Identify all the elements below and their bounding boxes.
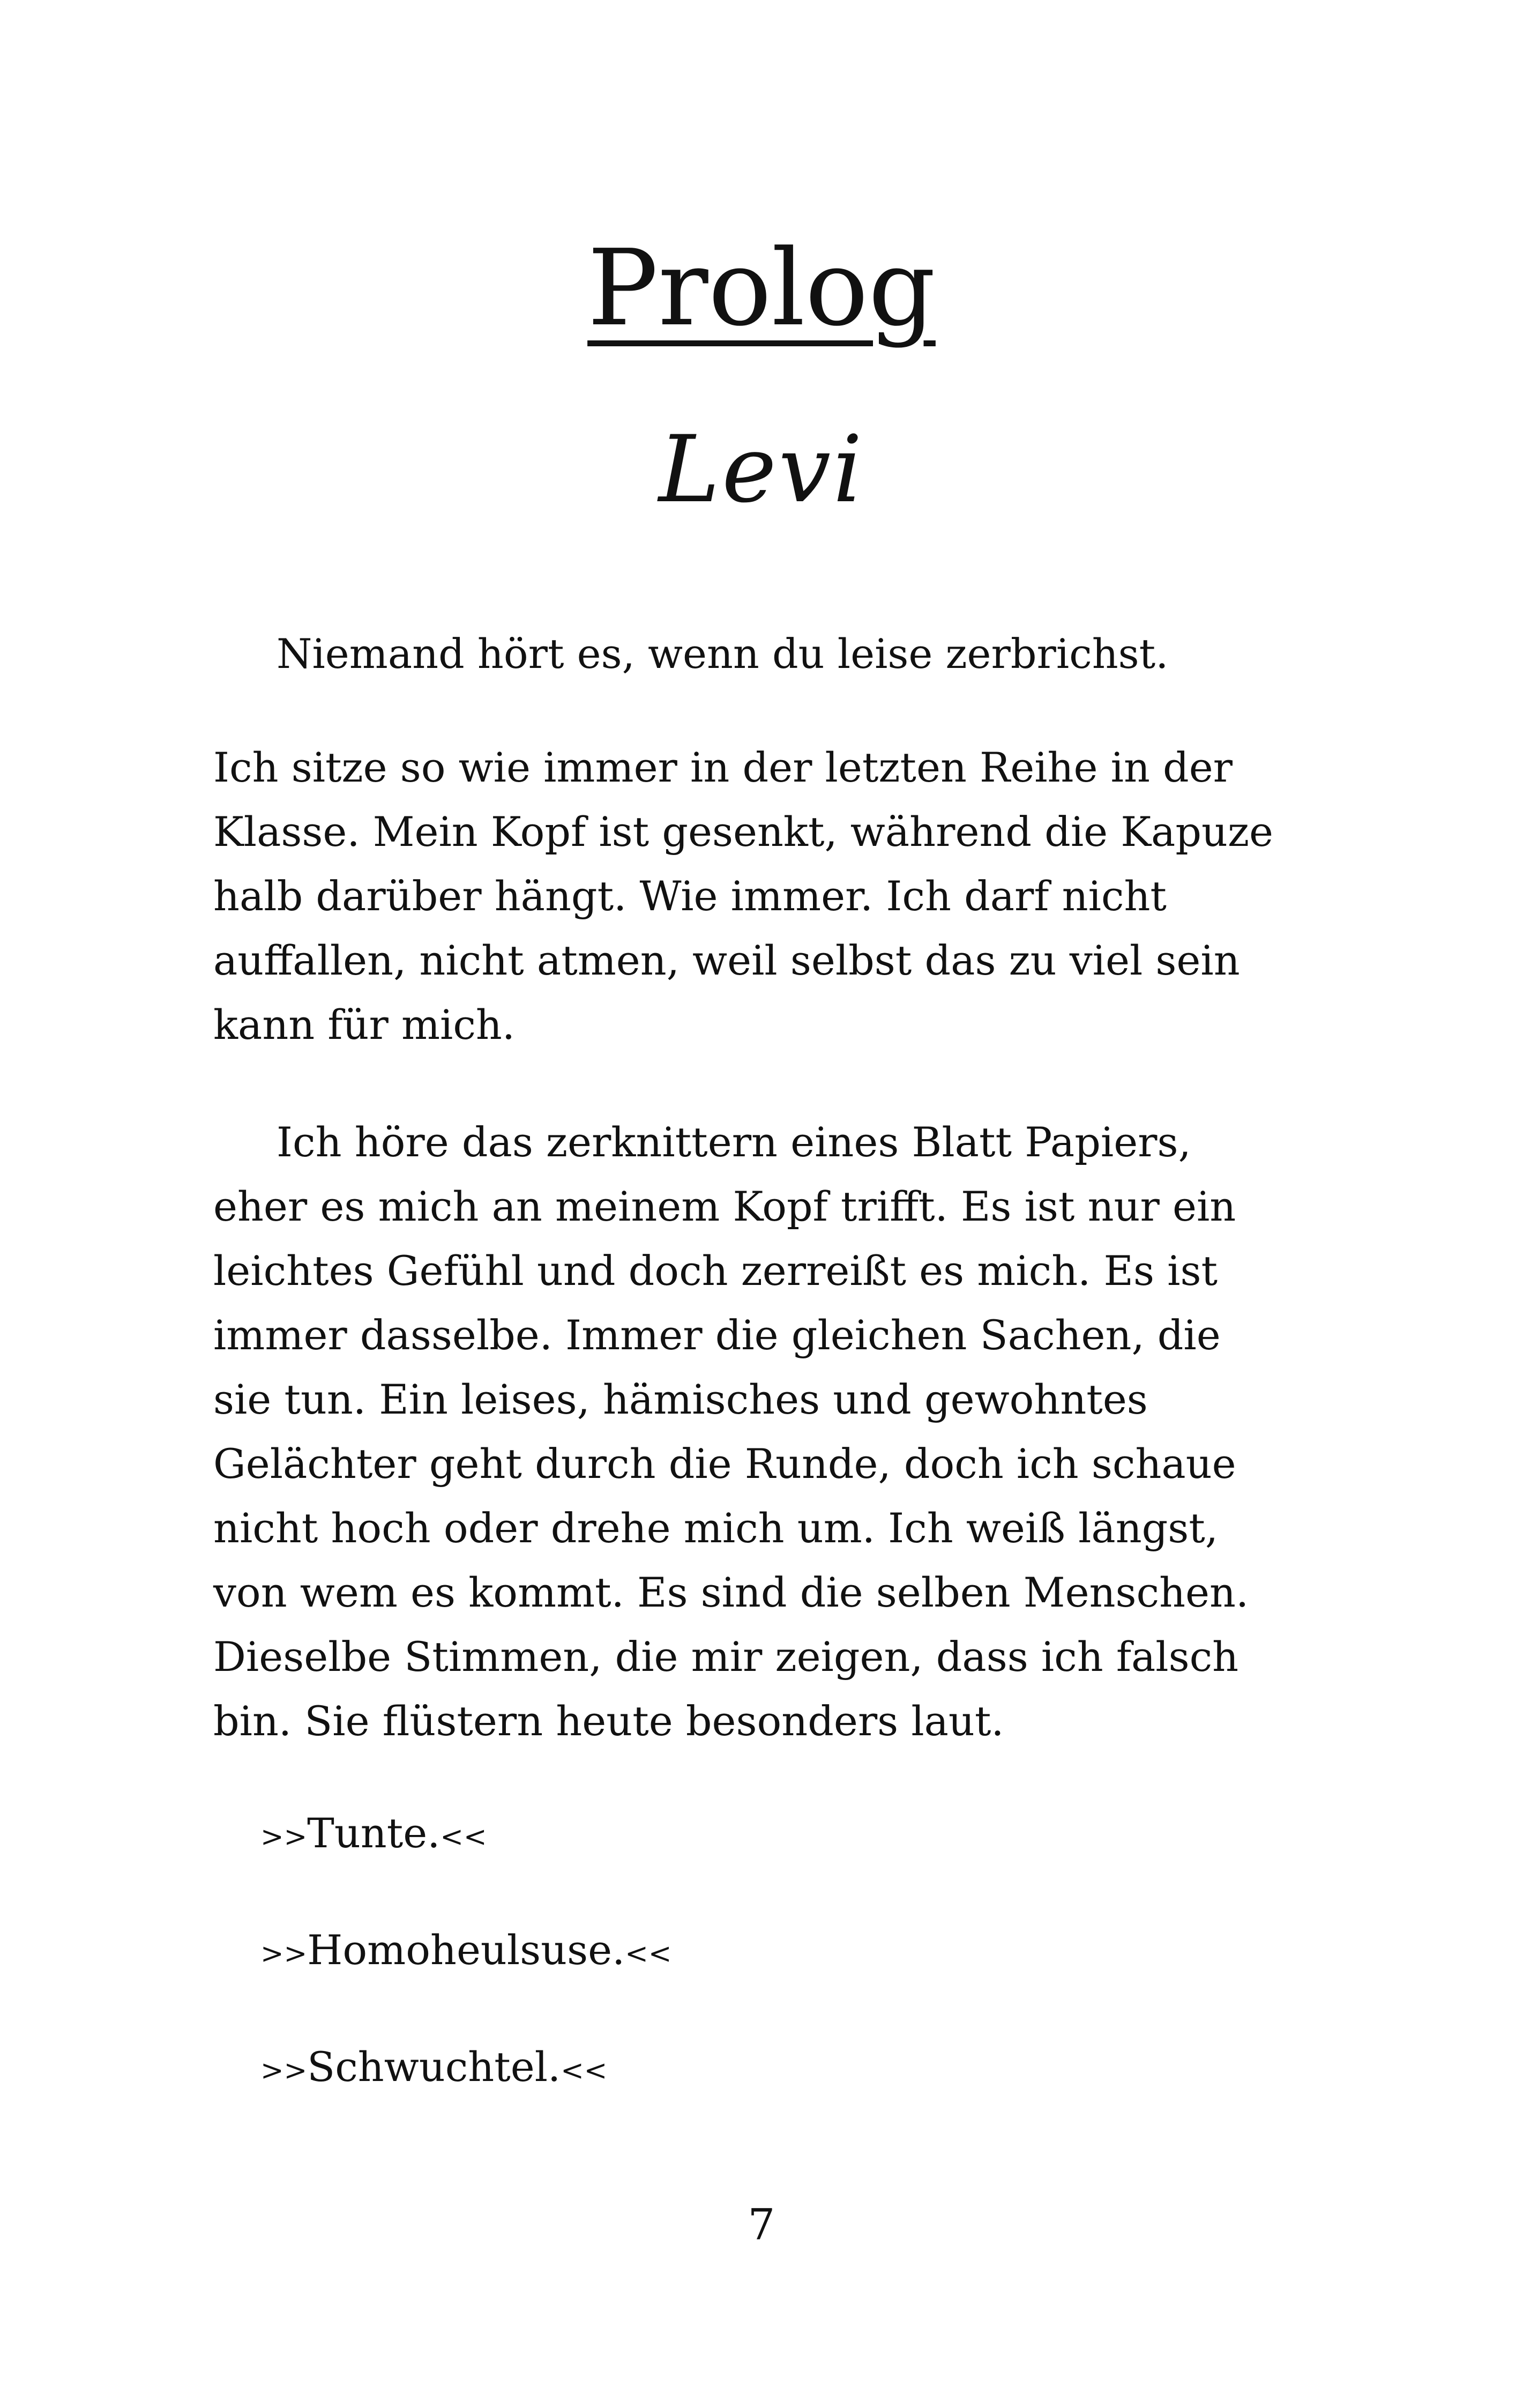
insult-word: Tunte. (307, 1809, 441, 1857)
text-line: Niemand hört es, wenn du leise zerbrichst. (277, 630, 1169, 678)
quoted-insult (260, 2035, 607, 2103)
open-quote-mark: >> (260, 1821, 308, 1853)
paragraph-1 (213, 735, 1320, 1057)
text-line: Klasse. Mein Kopf ist gesenkt, während die Kapuze (213, 808, 1273, 856)
text-line: von wem es kommt. Es sind die selben Menschen. (213, 1569, 1249, 1616)
page-number: 7 (748, 2199, 775, 2249)
text-line: Ich höre das zerknittern eines Blatt Papiers, (277, 1118, 1191, 1166)
intro-line (213, 622, 1320, 686)
text-line: sie tun. Ein leises, hämisches und gewohntes (213, 1376, 1148, 1423)
text-line: Gelächter geht durch die Runde, doch ich schaue (213, 1440, 1236, 1488)
text-line: immer dasselbe. Immer die gleichen Sachen, die (213, 1311, 1221, 1359)
open-quote-mark: >> (260, 2055, 308, 2087)
insult-word: Schwuchtel. (307, 2043, 561, 2091)
text-line: leichtes Gefühl und doch zerreißt es mich. Es ist (213, 1247, 1218, 1295)
paragraph-2 (213, 1110, 1320, 1753)
text-line: kann für mich. (213, 1001, 516, 1049)
quoted-insult (260, 1918, 671, 1986)
close-quote-mark: << (561, 2055, 608, 2087)
quoted-insult (260, 1801, 487, 1869)
close-quote-mark: << (625, 1938, 672, 1970)
text-line: eher es mich an meinem Kopf trifft. Es ist nur ein (213, 1183, 1236, 1230)
close-quote-mark: << (440, 1821, 487, 1853)
text-line: Dieselbe Stimmen, die mir zeigen, dass ich falsch (213, 1633, 1239, 1681)
insult-word: Homoheulsuse. (307, 1926, 625, 1974)
text-line: halb darüber hängt. Wie immer. Ich darf nicht (213, 872, 1167, 920)
text-line: bin. Sie flüstern heute besonders laut. (213, 1697, 1004, 1745)
text-line: nicht hoch oder drehe mich um. Ich weiß längst, (213, 1504, 1218, 1552)
text-line: Ich sitze so wie immer in der letzten Reihe in der (213, 744, 1233, 791)
chapter-title: Prolog (587, 227, 936, 350)
open-quote-mark: >> (260, 1938, 308, 1970)
chapter-subtitle: Levi (658, 415, 865, 523)
text-line: auffallen, nicht atmen, weil selbst das zu viel sein (213, 937, 1240, 984)
